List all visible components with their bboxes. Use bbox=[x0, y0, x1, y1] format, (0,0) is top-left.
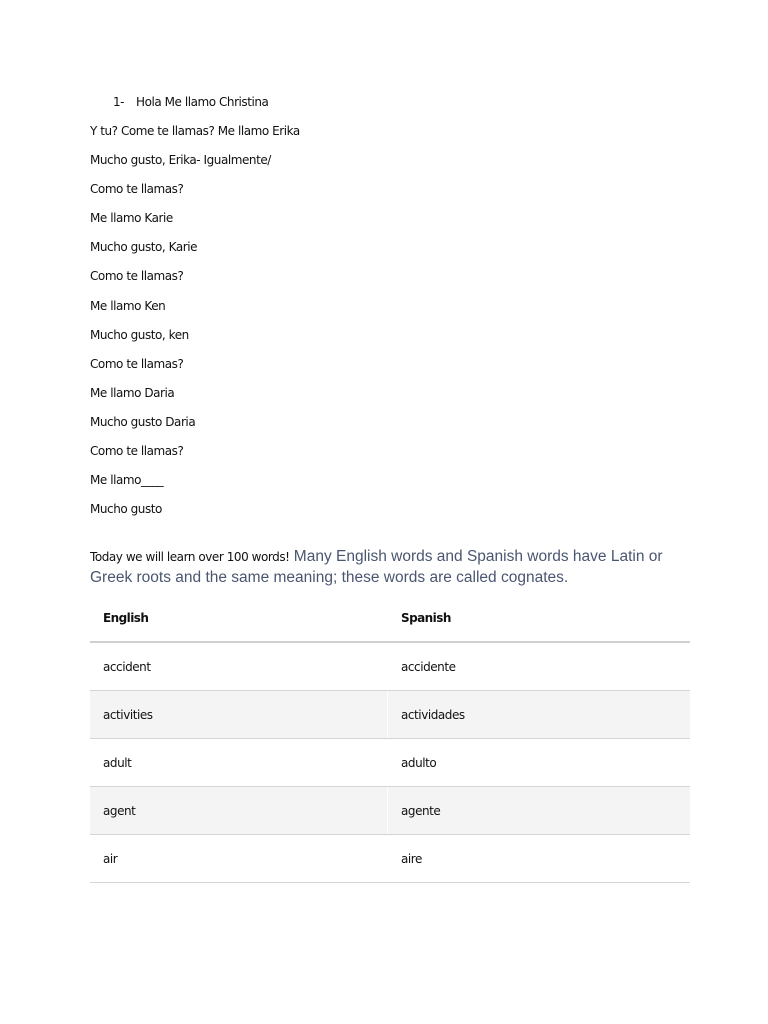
dialogue-line: Me llamo Karie bbox=[90, 211, 173, 225]
column-header-spanish: Spanish bbox=[401, 611, 451, 625]
dialogue-line: Me llamo Daria bbox=[90, 386, 175, 400]
dialogue-line: Y tu? Come te llamas? Me llamo Erika bbox=[90, 124, 300, 138]
dialogue-line: Mucho gusto bbox=[90, 502, 162, 516]
spanish-word-cell: agente bbox=[388, 787, 690, 834]
dialogue-line: Como te llamas? bbox=[90, 357, 184, 371]
english-word-cell: agent bbox=[90, 787, 387, 834]
english-word-cell: accident bbox=[103, 659, 151, 674]
dialogue-line-text: Hola Me llamo Christina bbox=[136, 95, 269, 109]
intro-cognates-text: Many English words and Spanish words have Latin or Greek roots and the same meaning; these words are called cognates. bbox=[90, 548, 663, 586]
column-header-english: English bbox=[103, 611, 149, 625]
intro-lead-text: Today we will learn over 100 words! bbox=[90, 550, 290, 564]
table-row bbox=[90, 643, 690, 691]
spanish-word-cell: actividades bbox=[388, 691, 690, 738]
cognates-intro-paragraph bbox=[90, 546, 690, 588]
dialogue-line: Como te llamas? bbox=[90, 444, 184, 458]
table-row bbox=[90, 787, 690, 835]
english-word-cell: activities bbox=[90, 691, 387, 738]
spanish-word-cell: accidente bbox=[401, 659, 456, 674]
dialogue-line: Mucho gusto, Karie bbox=[90, 240, 198, 254]
cognates-table bbox=[90, 595, 690, 883]
list-number: 1- bbox=[113, 95, 125, 109]
dialogue-line: Como te llamas? bbox=[90, 182, 184, 196]
dialogue-line: Mucho gusto, Erika- Igualmente/ bbox=[90, 153, 271, 167]
table-row bbox=[90, 691, 690, 739]
dialogue-line: Mucho gusto, ken bbox=[90, 328, 189, 342]
table-row bbox=[90, 739, 690, 787]
english-word-cell: air bbox=[103, 851, 118, 866]
table-header-row bbox=[90, 595, 690, 643]
dialogue-first-line bbox=[113, 94, 268, 110]
dialogue-line: Me llamo____ bbox=[90, 473, 164, 487]
dialogue-line: Me llamo Ken bbox=[90, 299, 166, 313]
dialogue-line: Como te llamas? bbox=[90, 269, 184, 283]
spanish-word-cell: adulto bbox=[401, 755, 437, 770]
dialogue-line: Mucho gusto Daria bbox=[90, 415, 196, 429]
english-word-cell: adult bbox=[103, 755, 132, 770]
table-row bbox=[90, 835, 690, 883]
spanish-word-cell: aire bbox=[401, 851, 422, 866]
